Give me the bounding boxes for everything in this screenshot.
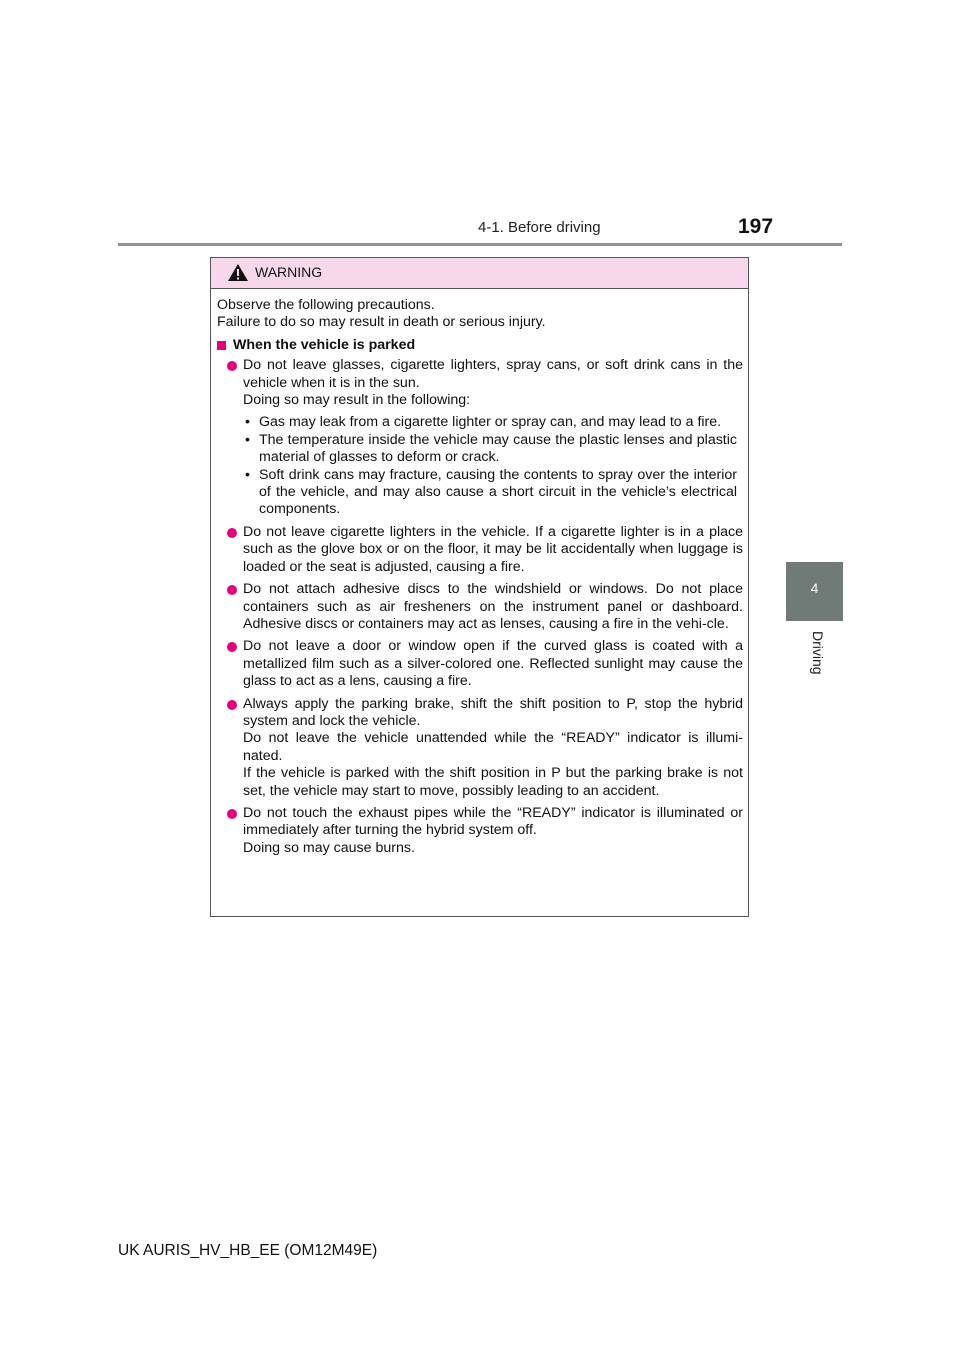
bullet-dot-icon bbox=[227, 642, 237, 652]
precaution-text: Do not touch the exhaust pipes while the “READY” indicator is illuminated or immediately after turning the hybrid system off. bbox=[243, 804, 743, 839]
bullet-dot-icon bbox=[227, 528, 237, 538]
header-divider bbox=[118, 243, 842, 246]
consequence-list bbox=[243, 414, 743, 518]
consequence-item: • Gas may leak from a cigarette lighter or spray can, and may lead to a fire. bbox=[243, 414, 743, 431]
precaution-text: Do not leave cigarette lighters in the vehicle. If a cigarette lighter is in a place such as the glove box or on the floor, it may be lit accidentally when luggage is loaded or the seat is adjusted, causing a fire. bbox=[243, 523, 743, 575]
precaution-item bbox=[217, 581, 743, 633]
warning-box bbox=[210, 257, 749, 917]
chapter-number: 4 bbox=[810, 580, 819, 596]
precaution-text: Always apply the parking brake, shift the shift position to P, stop the hybrid system and lock the vehicle. bbox=[243, 695, 743, 729]
model-code: UK AURIS_HV_HB_EE (OM12M49E) bbox=[118, 1242, 378, 1259]
precaution-text: Do not attach adhesive discs to the windshield or windows. Do not place containers such as air fresheners on the instrument panel or dashboard. Adhesive discs or containers may act as lenses, causing a fire in the vehi-cle. bbox=[243, 581, 743, 632]
precaution-text: Do not leave the vehicle unattended while the “READY” indicator is illumi-nated. bbox=[243, 730, 743, 764]
parked-subheading: When the vehicle is parked bbox=[217, 337, 743, 354]
precaution-list bbox=[217, 357, 743, 857]
precaution-item bbox=[217, 524, 743, 576]
warning-intro bbox=[217, 297, 743, 332]
precaution-item bbox=[217, 638, 743, 690]
intro-line: Failure to do so may result in death or serious injury. bbox=[217, 314, 546, 331]
precaution-text: Doing so may cause burns. bbox=[243, 839, 415, 856]
precaution-item bbox=[217, 805, 743, 857]
precaution-text: Do not leave glasses, cigarette lighters, spray cans, or soft drink cans in the vehicle when it is in the sun. bbox=[243, 357, 743, 391]
bullet-dot-icon bbox=[227, 361, 237, 371]
warning-body bbox=[211, 289, 748, 857]
warning-triangle-icon bbox=[227, 263, 249, 282]
precaution-item bbox=[217, 696, 743, 800]
warning-title: WARNING bbox=[255, 264, 323, 280]
precaution-item bbox=[217, 357, 743, 519]
bullet-dot-icon bbox=[227, 809, 237, 819]
page-number: 197 bbox=[738, 215, 774, 238]
intro-line: Observe the following precautions. bbox=[217, 297, 435, 313]
bullet-dot-icon bbox=[227, 585, 237, 595]
chapter-label: Driving bbox=[810, 631, 826, 675]
precaution-text: If the vehicle is parked with the shift position in P but the parking brake is not set, the vehicle may start to move, possibly leading to an accident. bbox=[243, 765, 743, 799]
warning-header bbox=[211, 258, 748, 289]
bullet-dot-icon bbox=[227, 700, 237, 710]
consequence-item: • Soft drink cans may fracture, causing the contents to spray over the interior of the vehicle, and may also cause a short circuit in the vehicle’s electrical components. bbox=[243, 467, 743, 519]
consequence-item: • The temperature inside the vehicle may cause the plastic lenses and plastic material of glasses to deform or crack. bbox=[243, 432, 743, 467]
section-title: 4-1. Before driving bbox=[478, 219, 601, 236]
chapter-tab bbox=[786, 562, 843, 621]
precaution-text: Doing so may result in the following: bbox=[243, 392, 471, 409]
precaution-text: Do not leave a door or window open if the curved glass is coated with a metallized film such as a silver-colored one. Reflected sunlight may cause the glass to act as a lens, causing a fire. bbox=[243, 638, 743, 690]
